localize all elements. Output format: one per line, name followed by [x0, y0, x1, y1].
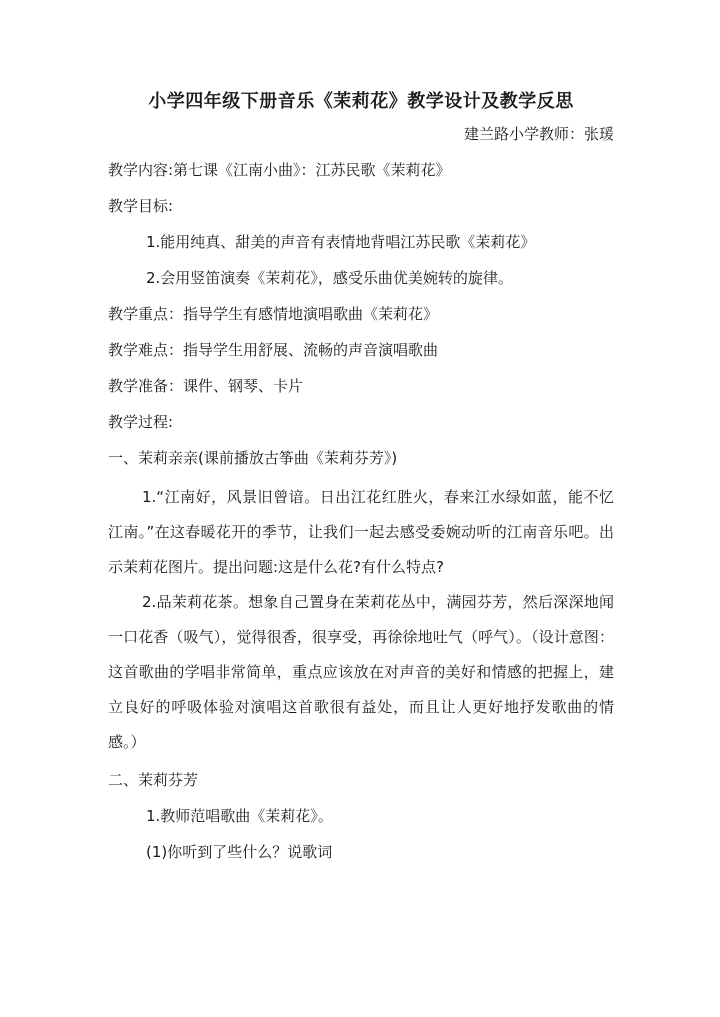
difficulty-point: 教学难点：指导学生用舒展、流畅的声音演唱歌曲	[108, 341, 439, 359]
section-2-item-1: 1.教师范唱歌曲《茉莉花》。	[146, 807, 333, 825]
section-2-item-1a: (1)你听到了些什么？说歌词	[146, 843, 333, 861]
section-1-paragraph-2: 2.品茉莉花茶。想象自己置身在茉莉花丛中，满园芬芳，然后深深地闻一口花香（吸气），觉得很香，很享受，再徐徐地吐气（呼气）。（设计意图：这首歌曲的学唱非常简单，重点应该放在对声音的美好和情感的把握上，建立良好的呼吸体验对演唱这首歌很有益处，而且让人更好地抒发歌曲的情感。）	[108, 593, 614, 751]
section-1-heading: 一、茉莉亲亲(课前播放古筝曲《茉莉芬芳》)	[108, 449, 398, 467]
process-heading: 教学过程:	[108, 413, 174, 431]
goal-item-2: 2.会用竖笛演奏《茉莉花》，感受乐曲优美婉转的旋律。	[146, 269, 513, 287]
author-line: 建兰路小学教师：张瑗	[463, 125, 614, 143]
goals-heading: 教学目标:	[108, 197, 174, 215]
key-point: 教学重点：指导学生有感情地演唱歌曲《茉莉花》	[108, 305, 439, 323]
teaching-content: 教学内容:第七课《江南小曲》：江苏民歌《茉莉花》	[108, 161, 451, 179]
document-page	[108, 88, 614, 874]
section-1-paragraph-1: 1.“江南好，风景旧曾谙。日出江花红胜火，春来江水绿如蓝，能不忆江南。”在这春暖花开的季节，让我们一起去感受委婉动听的江南音乐吧。出示茉莉花图片。提出问题:这是什么花?有什么特点?	[108, 488, 614, 576]
document-title: 小学四年级下册音乐《茉莉花》教学设计及教学反思	[148, 91, 574, 112]
section-2-heading: 二、茉莉芬芳	[108, 771, 199, 789]
preparation: 教学准备：课件、钢琴、卡片	[108, 377, 304, 395]
goal-item-1: 1.能用纯真、甜美的声音有表情地背唱江苏民歌《茉莉花》	[146, 233, 536, 251]
